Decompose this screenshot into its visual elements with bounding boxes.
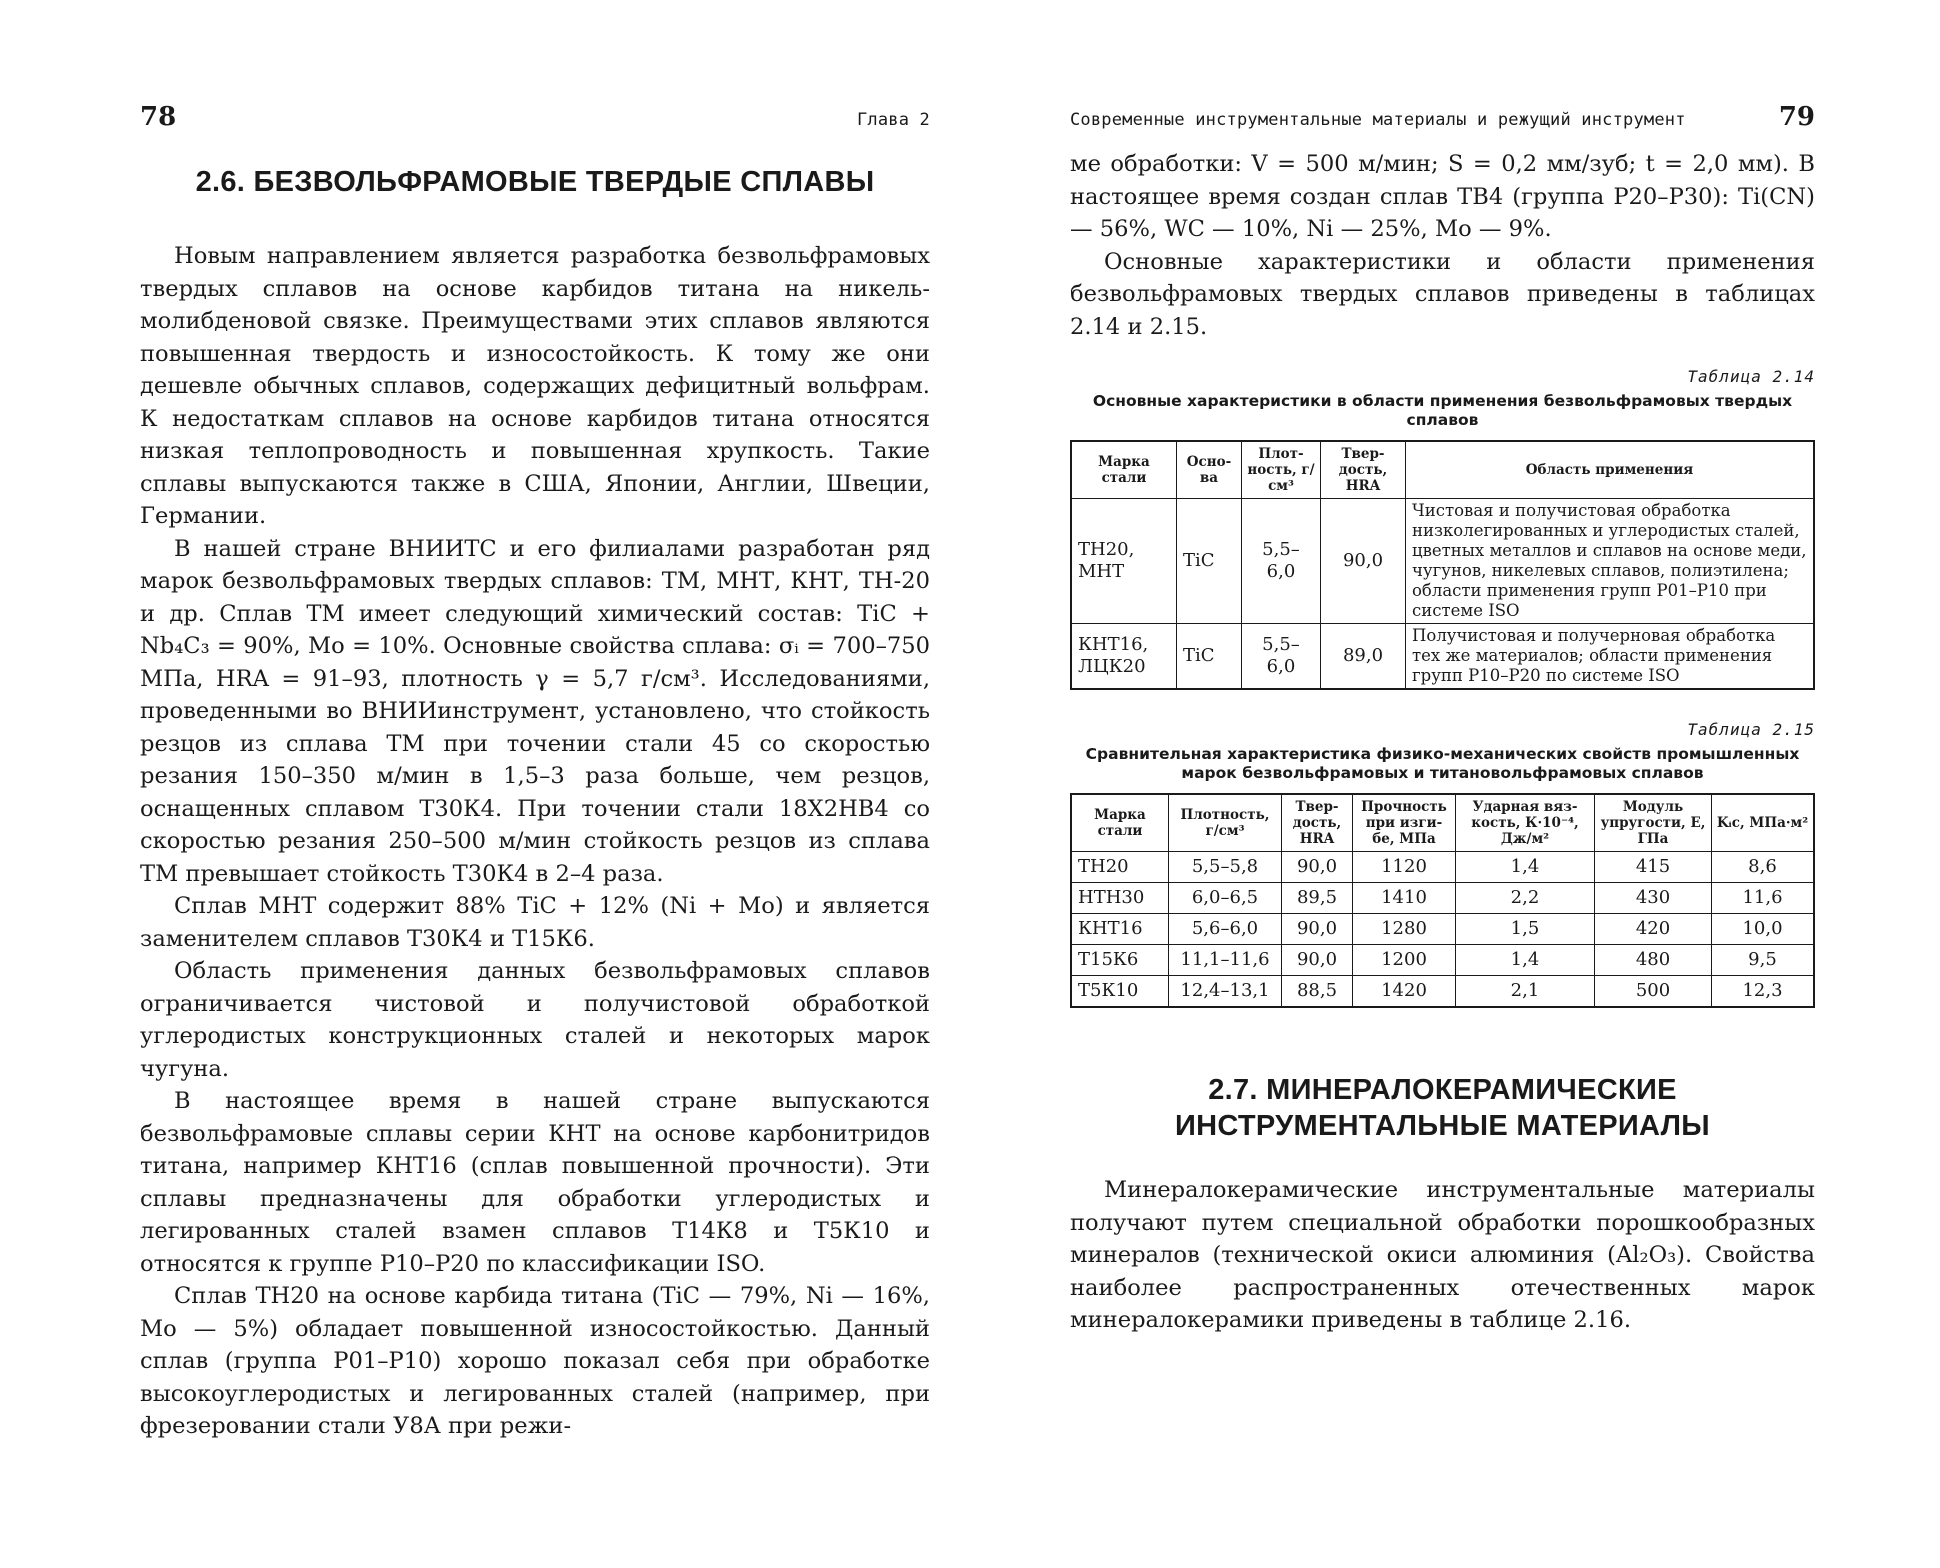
table-2-15-caption: Сравнительная характеристика физико-механических свойств промышленных марок безвольфрамовых и титановольфрамовых сплавов [1085,745,1800,782]
left-paragraph-2: В нашей стране ВНИИТС и его филиалами разработан ряд марок безвольфрамовых твердых сплавов: ТМ, МНТ, КНТ, ТН-20 и др. Сплав ТМ имеет следующий химический состав: TiC + Nb₄C₃ = 90%, Mo = 10%. Основные свойства сплава: σᵢ = 700–750 МПа, HRA = 91–93, плотность γ = 5,7 г/см³. Исследованиями, проведенными во ВНИИинструмент, установлено, что стойкость резцов из сплава ТМ при точении стали 45 со скоростью резания 150–350 м/мин в 1,5–3 раза больше, чем резцов, оснащенных сплавом Т30К4. При точении стали 18Х2НВ4 со скоростью резания 250–500 м/мин стойкость резцов из сплава ТМ превышает стойкость Т30К4 в 2–4 раза. [140,535,930,887]
col-header-application: Область применения [1406,441,1815,499]
col-header-kic: Kᵢc, МПа·м² [1712,794,1815,852]
left-page-number: 78 [140,102,177,132]
cell-elastic-modulus: 500 [1595,976,1712,1008]
cell-impact-toughness: 1,4 [1456,852,1595,883]
table-2-14-caption: Основные характеристики в области применения безвольфрамовых твердых сплавов [1092,392,1793,429]
cell-grade: НТН30 [1071,883,1169,914]
section-title-2-6: 2.6. БЕЗВОЛЬФРАМОВЫЕ ТВЕРДЫЕ СПЛАВЫ [195,166,875,198]
cell-elastic-modulus: 420 [1595,914,1712,945]
cell-kic: 10,0 [1712,914,1815,945]
cell-kic: 9,5 [1712,945,1815,976]
left-paragraph-6: Сплав ТН20 на основе карбида титана (TiC — 79%, Ni — 16%, Mo — 5%) обладает повышенной износостойкостью. Данный сплав (группа Р01–Р10) хорошо показал себя при обработке высокоуглеродистых и легированных сталей (например, при фрезеровании стали У8А при режи- [140,1283,930,1439]
cell-hardness: 89,0 [1321,624,1406,690]
table-row [1071,914,1814,945]
cell-grade: ТН20 [1071,852,1169,883]
cell-application: Чистовая и получистовая обработка низколегированных и углеродистых сталей, цветных металлов и сплавов на основе меди, чугунов, никелевых сплавов, полиэтилена; области применения групп Р01–Р10 при системе ISO [1406,499,1815,624]
cell-density: 5,5–6,0 [1242,624,1321,690]
cell-hardness: 90,0 [1282,945,1353,976]
cell-impact-toughness: 1,4 [1456,945,1595,976]
right-paragraph-2: Основные характеристики и области применения безвольфрамовых твердых сплавов приведены в таблицах 2.14 и 2.15. [1070,248,1815,340]
cell-base: TiC [1177,624,1242,690]
section-title-2-7: 2.7. МИНЕРАЛОКЕРАМИЧЕСКИЕ ИНСТРУМЕНТАЛЬНЫЕ МАТЕРИАЛЫ [1174,1074,1710,1142]
col-header-grade: Марка стали [1071,794,1169,852]
table-2-14-label: Таблица 2.14 [1687,367,1815,386]
table-2-15-body [1071,852,1814,1008]
table-header-row [1071,794,1814,852]
table-row [1071,945,1814,976]
right-page [970,0,1940,1568]
left-running-header [140,102,930,148]
cell-grade: КНТ16, ЛЦК20 [1071,624,1177,690]
cell-impact-toughness: 1,5 [1456,914,1595,945]
col-header-hardness: Твер-дость, HRA [1282,794,1353,852]
table-row [1071,883,1814,914]
cell-grade: Т5К10 [1071,976,1169,1008]
col-header-bending-strength: Прочность при изги-бе, МПа [1353,794,1456,852]
cell-kic: 12,3 [1712,976,1815,1008]
table-row [1071,499,1814,624]
table-2-15 [1070,793,1815,1008]
right-paragraph-1: ме обработки: V = 500 м/мин; S = 0,2 мм/зуб; t = 2,0 мм). В настоящее время создан сплав ТВ4 (группа Р20–Р30): Ti(CN) — 56%, WC — 10%, Ni — 25%, Mo — 9%. [1070,151,1815,242]
table-header-row [1071,441,1814,499]
col-header-grade: Марка стали [1071,441,1177,499]
cell-hardness: 90,0 [1282,914,1353,945]
cell-bending-strength: 1200 [1353,945,1456,976]
cell-hardness: 88,5 [1282,976,1353,1008]
right-running-header [1070,102,1815,148]
cell-density: 5,5–5,8 [1169,852,1282,883]
cell-impact-toughness: 2,1 [1456,976,1595,1008]
cell-grade: КНТ16 [1071,914,1169,945]
cell-density: 6,0–6,5 [1169,883,1282,914]
cell-hardness: 90,0 [1282,852,1353,883]
col-header-hardness: Твер-дость, HRA [1321,441,1406,499]
left-running-head-title: Глава 2 [856,110,930,130]
col-header-density: Плот-ность, г/см³ [1242,441,1321,499]
cell-kic: 8,6 [1712,852,1815,883]
cell-elastic-modulus: 430 [1595,883,1712,914]
cell-elastic-modulus: 480 [1595,945,1712,976]
cell-bending-strength: 1420 [1353,976,1456,1008]
cell-density: 12,4–13,1 [1169,976,1282,1008]
cell-hardness: 89,5 [1282,883,1353,914]
cell-hardness: 90,0 [1321,499,1406,624]
cell-grade: Т15К6 [1071,945,1169,976]
table-2-14 [1070,440,1815,690]
cell-bending-strength: 1280 [1353,914,1456,945]
col-header-density: Плотность, г/см³ [1169,794,1282,852]
cell-application: Получистовая и получерновая обработка тех же материалов; области применения групп Р10–Р20 по системе ISO [1406,624,1815,690]
left-paragraph-3: Сплав МНТ содержит 88% TiC + 12% (Ni + Mo) и является заменителем сплавов Т30К4 и Т15К6. [140,893,930,952]
cell-kic: 11,6 [1712,883,1815,914]
cell-density: 11,1–11,6 [1169,945,1282,976]
cell-base: TiC [1177,499,1242,624]
cell-density: 5,6–6,0 [1169,914,1282,945]
left-paragraph-1: Новым направлением является разработка безвольфрамовых твердых сплавов на основе карбидов титана на никель-молибденовой связке. Преимуществами этих сплавов являются повышенная твердость и износостойкость. К тому же они дешевле обычных сплавов, содержащих дефицитный вольфрам. К недостаткам сплавов на основе карбидов титана относятся низкая теплопроводность и повышенная хрупкость. Такие сплавы выпускаются также в США, Японии, Англии, Швеции, Германии. [140,243,930,529]
table-row [1071,852,1814,883]
col-header-elastic-modulus: Модуль упругости, E, ГПа [1595,794,1712,852]
right-page-number: 79 [1778,102,1815,132]
col-header-impact-toughness: Ударная вяз-кость, К·10⁻⁴, Дж/м² [1456,794,1595,852]
col-header-base: Осно-ва [1177,441,1242,499]
cell-elastic-modulus: 415 [1595,852,1712,883]
right-running-head-title: Современные инструментальные материалы и режущий инструмент [1070,110,1686,130]
cell-bending-strength: 1120 [1353,852,1456,883]
table-2-15-label: Таблица 2.15 [1687,720,1815,739]
left-paragraph-4: Область применения данных безвольфрамовых сплавов ограничивается чистовой и получистовой обработкой углеродистых конструкционных сталей и некоторых марок чугуна. [140,958,930,1082]
cell-bending-strength: 1410 [1353,883,1456,914]
left-paragraph-5: В настоящее время в нашей стране выпускаются безвольфрамовые сплавы серии КНТ на основе карбонитридов титана, например КНТ16 (сплав повышенной прочности). Эти сплавы предназначены для обработки углеродистых и легированных сталей взамен сплавов Т14К8 и Т5К10 и относятся к группе Р10–Р20 по классификации ISO. [140,1088,930,1277]
table-row [1071,624,1814,690]
right-paragraph-3: Минералокерамические инструментальные материалы получают путем специальной обработки порошкообразных минералов (технической окиси алюминия (Al₂O₃). Свойства наиболее распространенных отечественных марок минералокерамики приведены в таблице 2.16. [1070,1177,1815,1333]
cell-density: 5,5–6,0 [1242,499,1321,624]
table-row [1071,976,1814,1008]
cell-grade: ТН20, МНТ [1071,499,1177,624]
cell-impact-toughness: 2,2 [1456,883,1595,914]
